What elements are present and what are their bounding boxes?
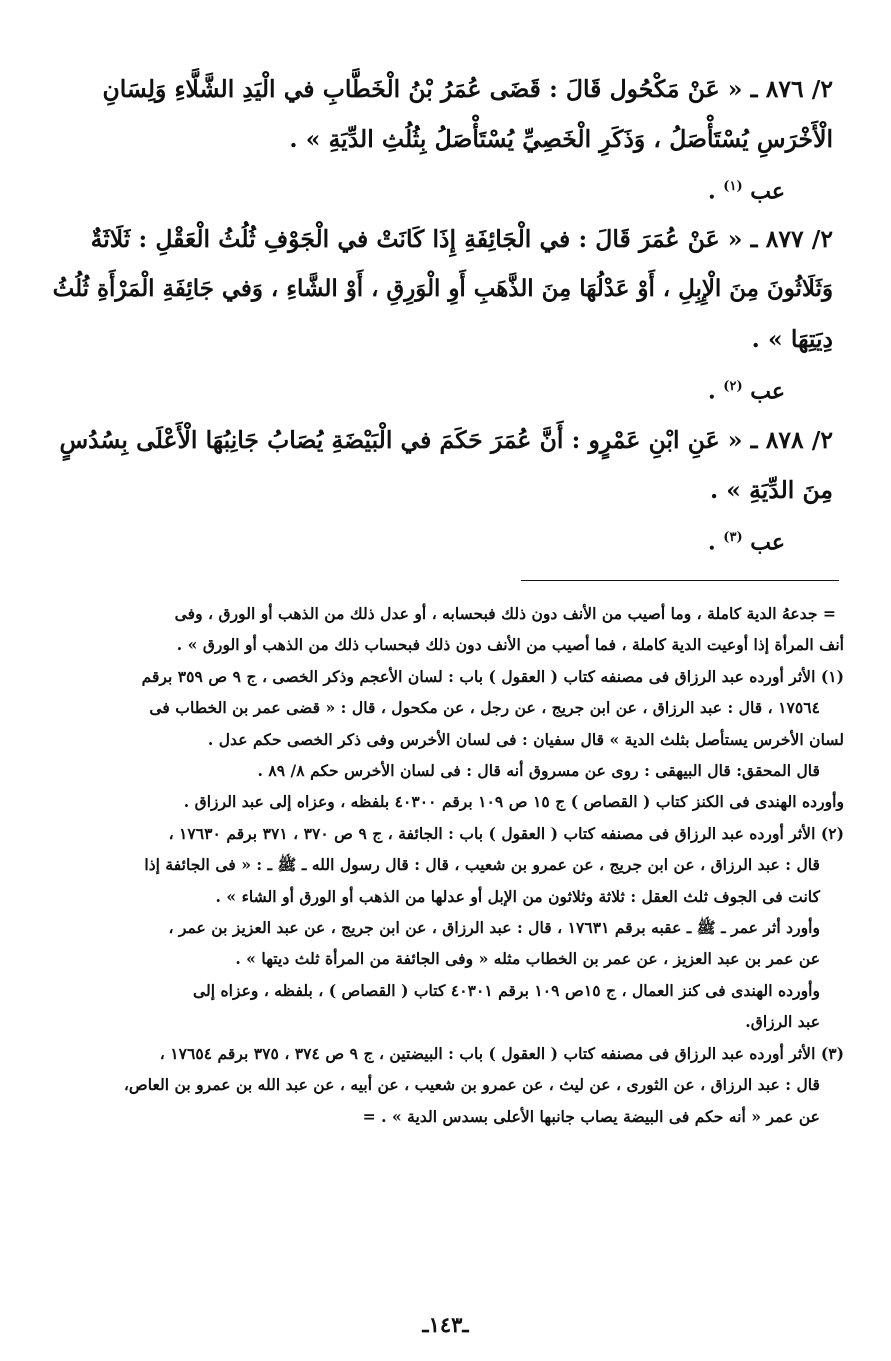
footnote-line: عبد الرزاق. <box>745 1012 820 1032</box>
source-reference: عب $^{(٢)}$ . <box>707 378 785 405</box>
footnote-line: قال : عبد الرزاق ، عن الثورى ، عن ليث ، عن عمرو بن شعيب ، عن أبيه ، عن عبد الله بن عمرو بن العاص، <box>123 1075 820 1095</box>
page-number: ـ١٤٣ـ <box>422 1312 469 1337</box>
footnote-line: قال المحقق: قال البيهقى : روى عن مسروق أنه قال : فى لسان الأخرس حكم ٨/ ٨٩ . <box>257 761 820 781</box>
footnote-line: = جدعهُ الدية كاملة ، وما أصيب من الأنف دون ذلك فبحسابه ، أو عدل ذلك من الذهب أو الورق ، وفى <box>174 604 836 623</box>
source-code: عب <box>750 178 785 205</box>
source-reference: عب $^{(١)}$ . <box>707 178 785 205</box>
footnote-line: (٣) الأثر أورده عبد الرزاق فى مصنفه كتاب ( العقول ) باب : البيضتين ، ج ٩ ص ٣٧٤ ، ٣٧٥ برقم ١٧٦٥٤ ، <box>159 1043 844 1063</box>
source-reference: عب $^{(٣)}$ . <box>707 528 785 555</box>
entry-text-line: ٢/ ٨٧٦ ـ « عَنْ مَكْحُول قَالَ : قَضَى عُمَرُ بْنُ الْخَطَّابِ في الْيَدِ الشَّلَّاءِ وَلِسَانِ <box>102 75 833 103</box>
entry-text-line: الْأَخْرَسِ يُسْتَأْصَلُ ، وَذَكَرِ الْخَصِيِّ يُسْتَأْصَلُ بِثُلُثِ الدِّيَةِ » . <box>289 125 833 153</box>
footnote-marker: (٣) <box>723 529 743 545</box>
footnote-marker: (٢) <box>723 379 743 395</box>
entry-text-line: ٢/ ٨٧٧ ـ « عَنْ عُمَرَ قَالَ : في الْجَائِفَةِ إِذَا كَانَتْ في الْجَوْفِ ثُلُثُ الْعَقْلِ : ثَلَاثَةٌ <box>90 225 833 254</box>
footnote-line: لسان الأخرس يستأصل بثلث الدية » قال سفيان : فى لسان الأخرس وفى ذكر الخصى حكم عدل . <box>207 729 844 749</box>
source-code: عب <box>750 528 785 555</box>
footnote-line: أنف المرأة إذا أوعيت الدية كاملة ، فما أصيب من الأنف دون ذلك فبحساب ذلك من الذهب أو الورق » . <box>176 635 844 655</box>
entry-text-line: دِيَتِهَا » . <box>751 325 833 354</box>
footnote-divider <box>521 580 839 581</box>
footnote-line: (١) الأثر أورده عبد الرزاق فى مصنفه كتاب ( العقول ) باب : لسان الأعجم وذكر الخصى ، ج ٩ ص ٣٥٩ برقم <box>141 666 844 686</box>
footnote-line: وأورد أثر عمر ـ ﷺ ـ عقبه برقم ١٧٦٣١ ، قال : عبد الرزاق ، عن ابن جريج ، عن عبد العزيز بن عمر ، <box>168 918 820 938</box>
entry-text-line: ٢/ ٨٧٨ ـ « عَنِ ابْنِ عَمْرٍو : أَنَّ عُمَرَ حَكَمَ في الْبَيْضَةِ يُصَابُ جَانِبُهَا الْأَعْلَى بِسُدُسٍ <box>59 425 833 454</box>
footnote-line: ١٧٥٦٤ ، قال : عبد الرزاق ، عن ابن جريج ، عن رجل ، عن مكحول ، قال : « قضى عمر بن الخطاب فى <box>149 698 820 718</box>
hadith-entry-878 <box>48 415 833 565</box>
footnote-line: وأورده الهندى فى كنز العمال ، ج ١٥ص ١٠٩ برقم ٤٠٣٠١ كتاب ( القصاص ) ، بلفظه ، وعزاه إلى <box>192 980 820 1000</box>
footnote-line: كانت فى الجوف ثلث العقل : ثلاثة وثلاثون من الإبل أو عدلها من الذهب أو الورق أو الشاء » . <box>215 886 820 906</box>
footnotes <box>44 598 844 1132</box>
footnote-line: عن عمر بن عبد العزيز ، عن عمر بن الخطاب مثله « وفى الجائفة من المرأة ثلث ديتها » . <box>235 949 820 969</box>
source-code: عب <box>750 378 785 405</box>
footnote-line: وأورده الهندى فى الكنز كتاب ( القصاص ) ج ١٥ ص ١٠٩ برقم ٤٠٣٠٠ بلفظه ، وعزاه إلى عبد الرزاق . <box>183 792 844 812</box>
footnote-line: قال : عبد الرزاق ، عن ابن جريج ، عن عمرو بن شعيب ، قال : قال رسول الله ـ ﷺ ـ : « فى الجائفة إذا <box>144 855 820 875</box>
footnote-line: عن عمر « أنه حكم فى البيضة يصاب جانبها الأعلى بسدس الدية » . = <box>362 1106 820 1126</box>
entry-text-line: وَثَلَاثُونَ مِنَ الْإِبِلِ ، أَوْ عَدْلُهَا مِنَ الذَّهَبِ أَوِ الْوَرِقِ ، أَوْ الشَّاءِ ، وَفي جَائِفَةِ الْمَرْأَةِ ثُلُثُ <box>52 275 833 303</box>
footnote-line: (٢) الأثر أورده عبد الرزاق فى مصنفه كتاب ( العقول ) باب : الجائفة ، ج ٩ ص ٣٧٠ ، ٣٧١ برقم ١٧٦٣٠ ، <box>168 823 844 843</box>
entry-text-line: مِنَ الدِّيَةِ » . <box>709 475 833 504</box>
hadith-entry-876 <box>48 64 833 214</box>
footnote-marker: (١) <box>723 179 743 194</box>
main-text <box>48 64 833 565</box>
hadith-entry-877 <box>48 214 833 414</box>
